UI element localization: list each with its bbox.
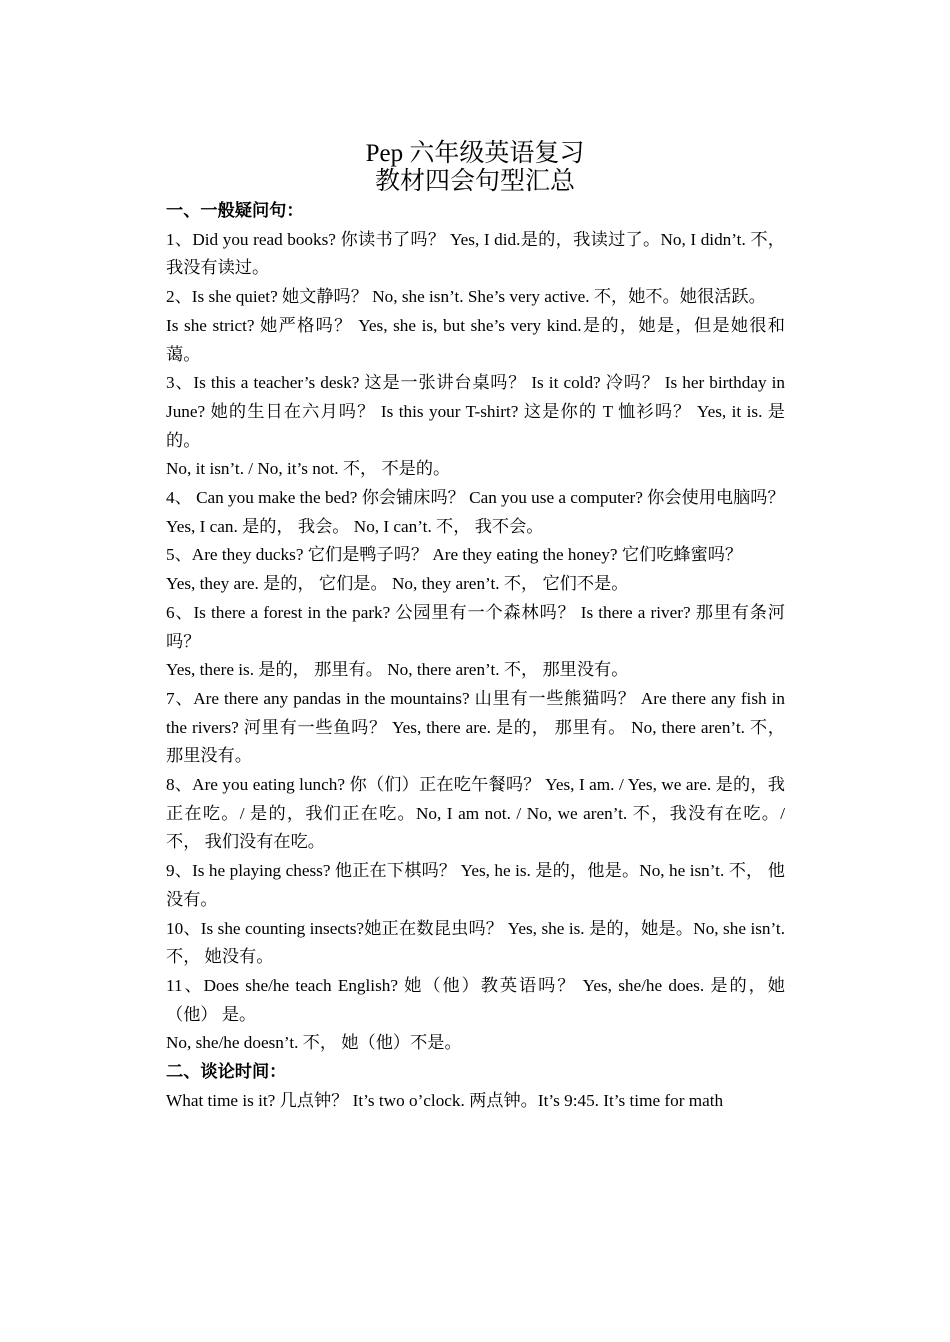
page-subtitle: 教材四会句型汇总 — [374, 168, 575, 195]
paragraph: 5、Are they ducks? 它们是鸭子吗？ Are they eating the honey? 它们吃蜂蜜吗？ — [166, 545, 743, 565]
paragraph: Yes, I can. 是的， 我会。 No, I can’t. 不， 我不会。 — [166, 516, 544, 536]
paragraph: 4、 Can you make the bed? 你会铺床吗？ Can you use a computer? 你会使用电脑吗？ — [166, 488, 785, 508]
section-heading-talking-about-time: 二、谈论时间： — [166, 1062, 287, 1082]
paragraph: What time is it? 几点钟？ It’s two o’clock. 两点钟。It’s 9:45. It’s time for math — [166, 1090, 724, 1110]
paragraph: 9、Is he playing chess? 他正在下棋吗？ Yes, he is. 是的，他是。No, he isn’t. 不， 他没有。 — [166, 861, 785, 909]
paragraph: Yes, they are. 是的， 它们是。 No, they aren’t. 不， 它们不是。 — [166, 574, 629, 594]
document-body — [166, 197, 785, 1116]
page-title: Pep 六年级英语复习 — [365, 140, 585, 167]
paragraph: 6、Is there a forest in the park? 公园里有一个森林吗？ Is there a river? 那里有条河吗？ — [166, 602, 785, 651]
paragraph: 10、Is she counting insects?她正在数昆虫吗？ Yes, she is. 是的，她是。No, she isn’t.不， 她没有。 — [166, 918, 785, 967]
paragraph: 2、Is she quiet? 她文静吗？ No, she isn’t. She’s very active. 不，她不。她很活跃。 — [166, 287, 766, 307]
paragraph: 11、Does she/he teach English? 她（他）教英语吗？ Yes, she/he does. 是的，她（他） 是。 — [166, 975, 785, 1024]
paragraph: 1、Did you read books? 你读书了吗？ Yes, I did.是的，我读过了。No, I didn’t. 不，我没有读过。 — [166, 229, 785, 278]
paragraph: Yes, there is. 是的， 那里有。 No, there aren’t. 不， 那里没有。 — [166, 660, 629, 680]
paragraph: Is she strict? 她严格吗？ Yes, she is, but she’s very kind.是的，她是，但是她很和蔼。 — [166, 315, 785, 364]
paragraph: No, she/he doesn’t. 不， 她（他）不是。 — [166, 1033, 462, 1053]
paragraph: 8、Are you eating lunch? 你（们）正在吃午餐吗？ Yes, I am. / Yes, we are. 是的，我正在吃。/ 是的，我们正在吃。No, I am not. / No, we aren’t. 不，我没有在吃。/ 不， 我们没有在吃。 — [166, 775, 785, 852]
paragraph: 7、Are there any pandas in the mountains? 山里有一些熊猫吗？ Are there any fish in the rivers? 河里有一些鱼吗？ Yes, there are. 是的， 那里有。 No, there aren’t. 不， 那里没有。 — [166, 688, 785, 766]
section-heading-yes-no-questions: 一、一般疑问句： — [166, 201, 304, 220]
paragraph: No, it isn’t. / No, it’s not. 不， 不是的。 — [166, 459, 451, 479]
paragraph: 3、Is this a teacher’s desk? 这是一张讲台桌吗？ Is it cold? 冷吗？ Is her birthday in June? 她的生日在六月吗？ Is this your T-shirt? 这是你的 T 恤衫吗？ Yes, it is. 是的。 — [166, 373, 785, 450]
